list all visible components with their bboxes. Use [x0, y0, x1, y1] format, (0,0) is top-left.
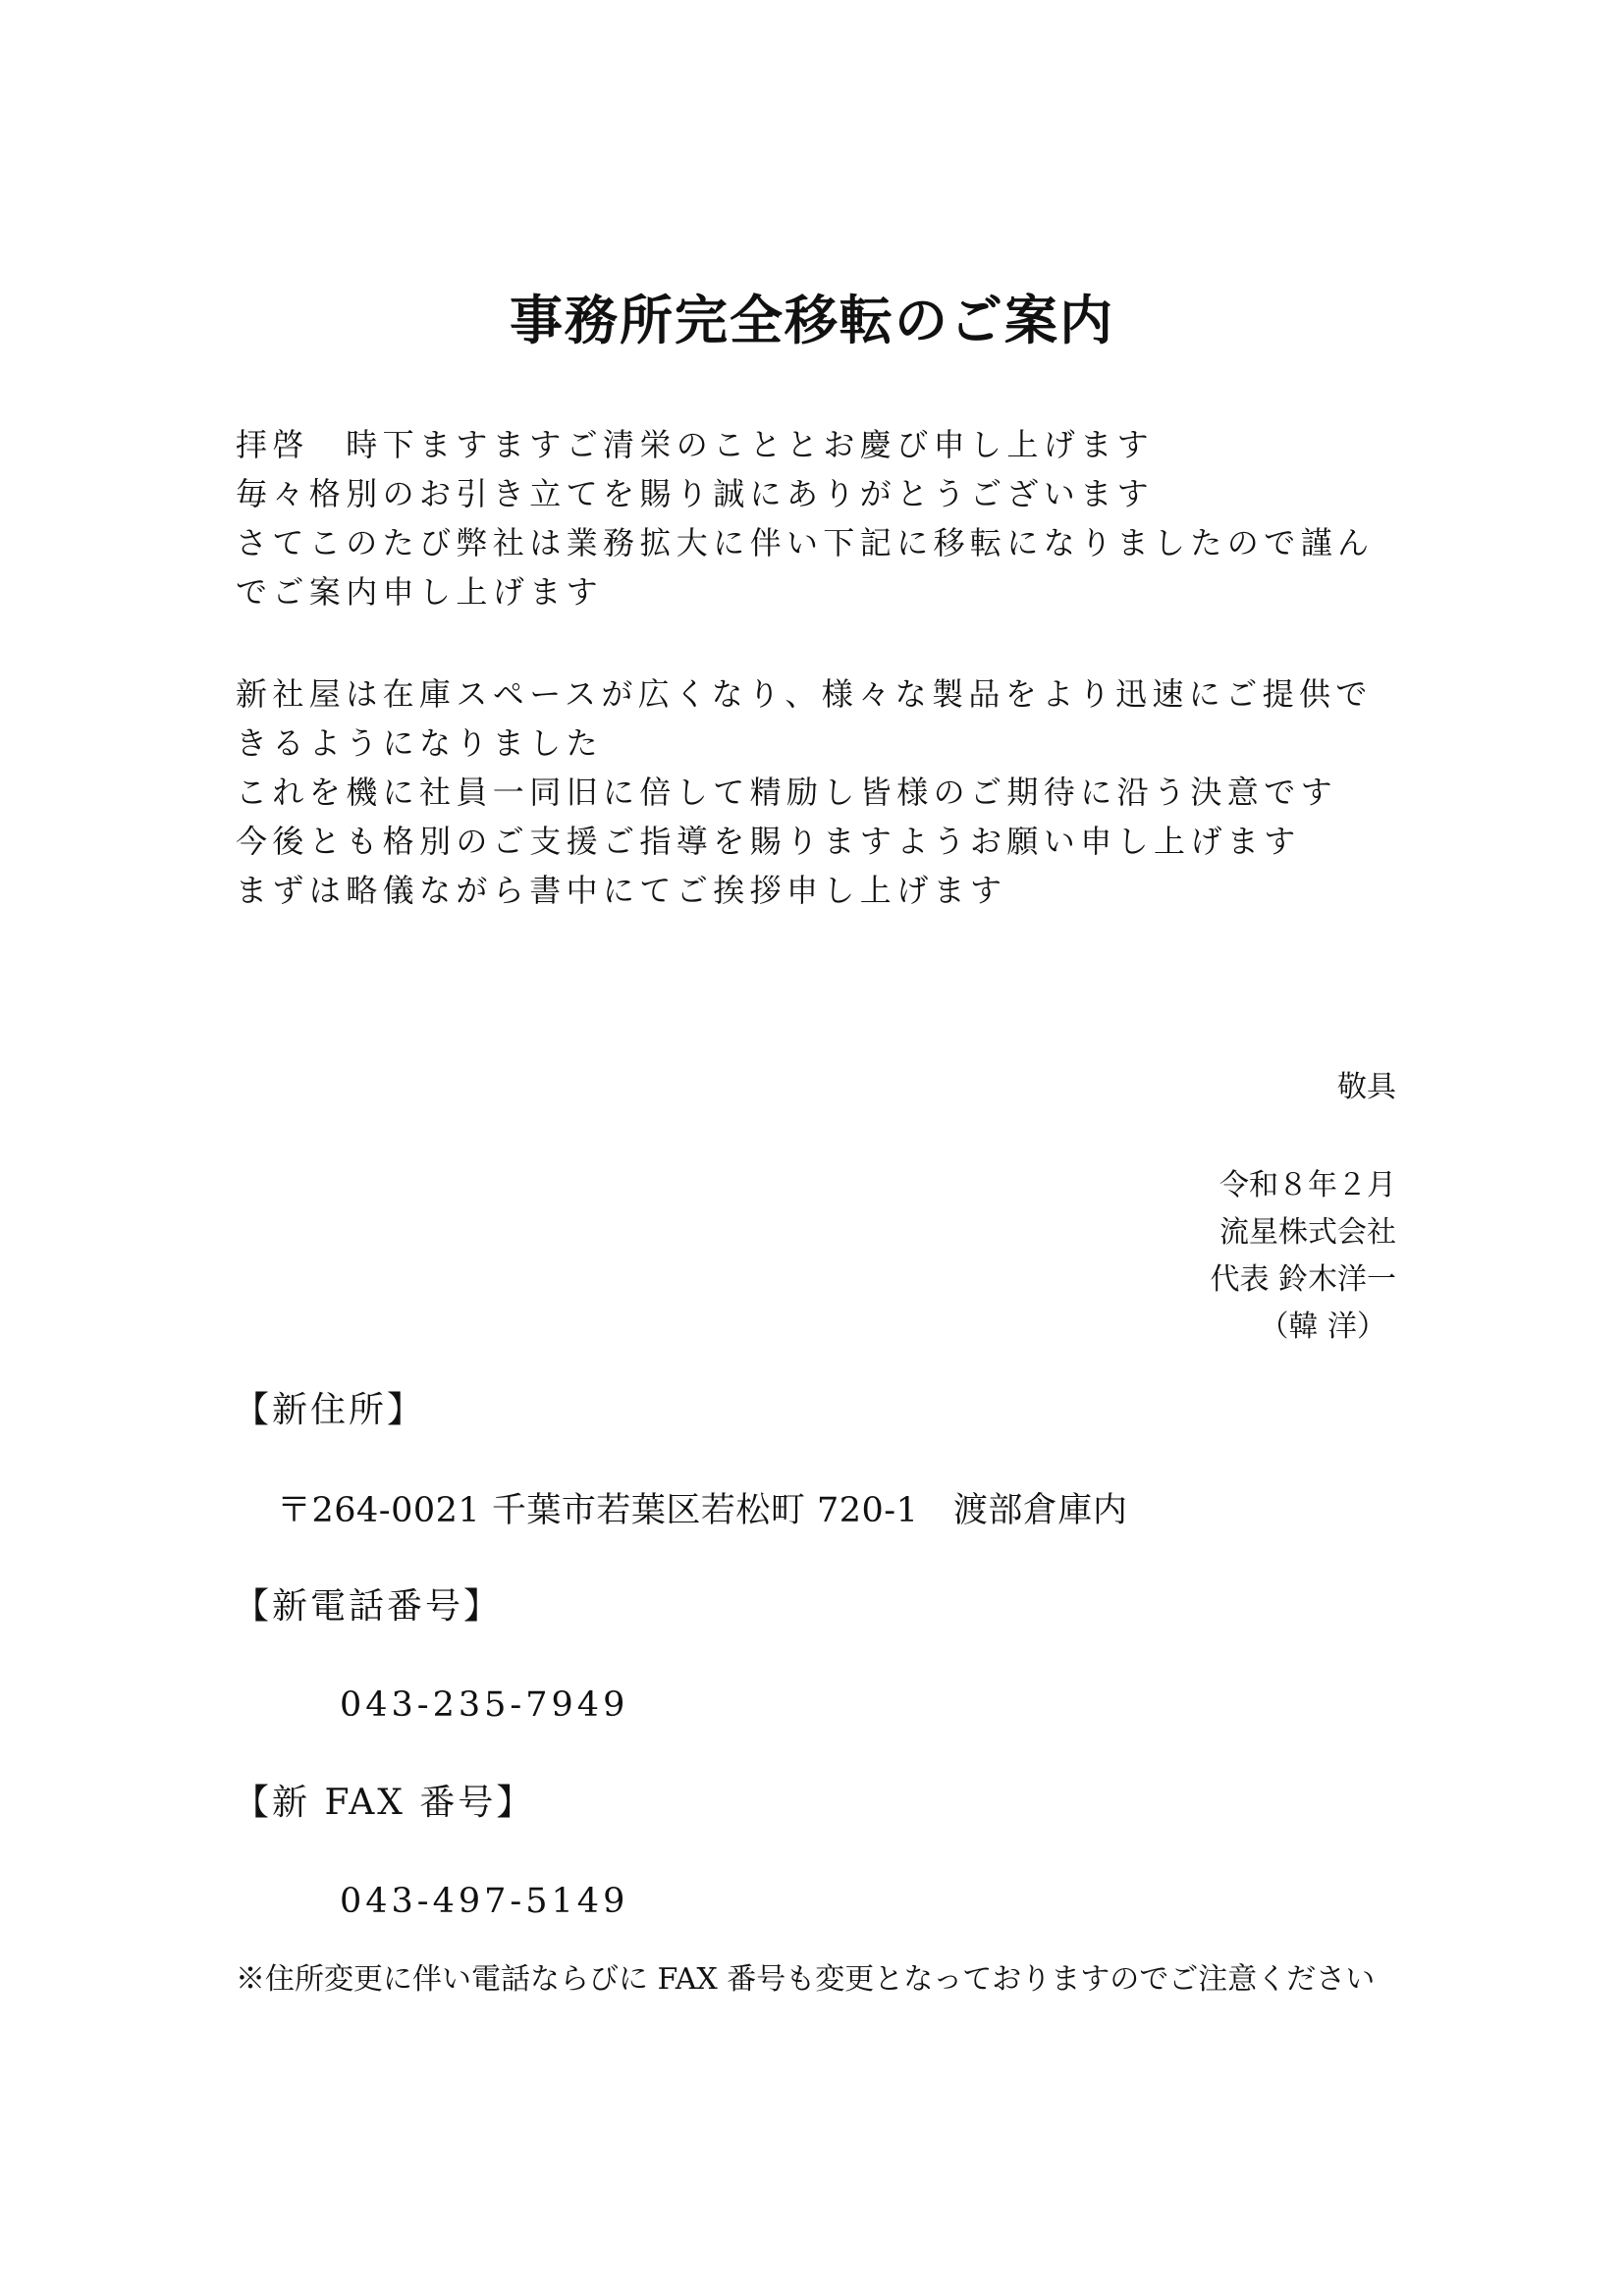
- announcement-line: これを機に社員一同旧に倍して精励し皆様のご期待に沿う決意です: [236, 774, 1338, 811]
- new-fax-value: 043-497-5149: [340, 1882, 629, 1921]
- new-address-label: 【新住所】: [234, 1390, 426, 1430]
- signature-block: [1210, 1162, 1396, 1351]
- greeting-line: さてこのたび弊社は業務拡大に伴い下記に移転になりましたので謹ん: [236, 524, 1375, 561]
- greeting-line: 毎々格別のお引き立てを賜り誠にありがとうございます: [236, 475, 1155, 512]
- new-phone-label: 【新電話番号】: [234, 1586, 503, 1627]
- announcement-paragraph: [236, 669, 1394, 915]
- greeting-line: でご案内申し上げます: [236, 573, 604, 611]
- greeting-line: 拝啓 時下ますますご清栄のこととお慶び申し上げます: [236, 426, 1155, 463]
- greeting-paragraph: [236, 420, 1394, 616]
- document-title: 事務所完全移転のご案内: [510, 290, 1114, 351]
- new-phone-value: 043-235-7949: [340, 1685, 629, 1725]
- signature-representative: 代表 鈴木洋一: [1210, 1262, 1396, 1297]
- new-address-value: 〒264-0021 千葉市若葉区若松町 720-1 渡部倉庫内: [277, 1491, 1128, 1530]
- announcement-line: 新社屋は在庫スペースが広くなり、様々な製品をより迅速にご提供で: [236, 675, 1373, 713]
- announcement-line: きるようになりました: [236, 724, 604, 762]
- change-notice: ※住所変更に伴い電話ならびに FAX 番号も変更となっておりますのでご注意ください: [236, 1962, 1376, 1997]
- signature-date: 令和８年２月: [1219, 1168, 1396, 1202]
- new-fax-label: 【新 FAX 番号】: [234, 1783, 535, 1823]
- closing-word: 敬具: [1337, 1070, 1396, 1104]
- announcement-line: まずは略儀ながら書中にてご挨拶申し上げます: [236, 872, 1007, 909]
- signature-company: 流星株式会社: [1219, 1215, 1396, 1250]
- signature-seal: （韓 洋）: [1259, 1309, 1386, 1344]
- announcement-line: 今後とも格別のご支援ご指導を賜りますようお願い申し上げます: [236, 823, 1301, 860]
